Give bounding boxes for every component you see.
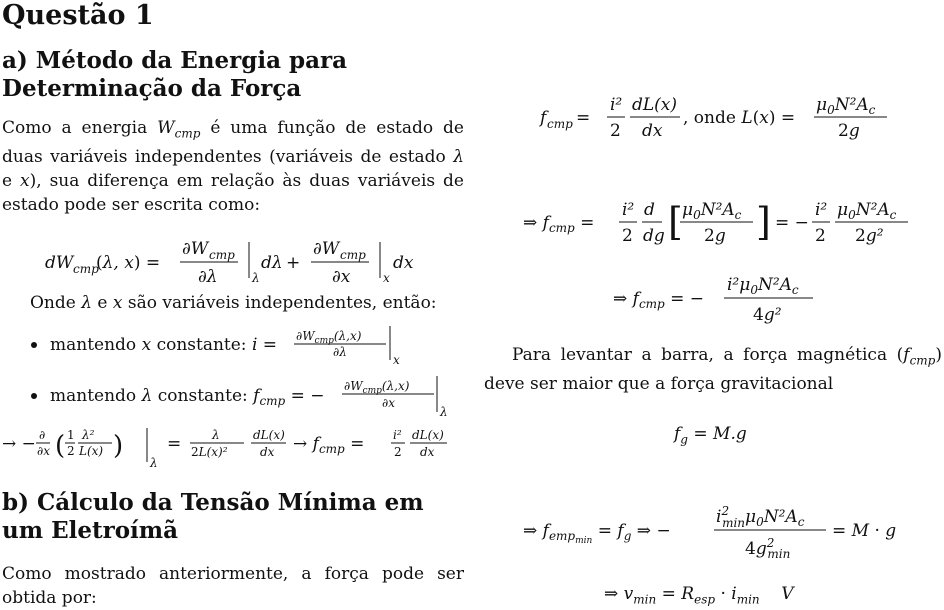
equation-arrow-derivation [0, 424, 470, 472]
svg-text:= M · g: = M · g [832, 521, 897, 541]
svg-text:dL(x): dL(x) [253, 428, 285, 442]
svg-text:2: 2 [622, 226, 633, 246]
svg-text:1: 1 [67, 428, 75, 442]
svg-text:λ²: λ² [82, 428, 95, 442]
svg-text:⇒ fempmin = fg ⇒ −: ⇒ $f_{emp}\min = f_g$ ⇒ − [523, 521, 671, 546]
svg-text:): ) [113, 431, 124, 461]
svg-text:2: 2 [610, 121, 621, 141]
svg-text:∂Wcmp(λ,x): $\partial W_{cmp}(\lambda,x)$ [296, 329, 362, 346]
svg-text:dλ: dλ [261, 253, 283, 273]
svg-text:dx: dx [420, 445, 435, 459]
svg-text:]: ] [756, 200, 771, 244]
svg-text:dW: dW [45, 253, 74, 273]
svg-text:(λ, x) =: (λ, x) = [96, 253, 161, 273]
svg-text:4g2min: $4g^2$ min [745, 536, 791, 561]
svg-text:μ0N²Ac: $\mu_0N^2A_c$ [816, 95, 876, 117]
svg-text:2: 2 [815, 226, 826, 246]
svg-text:2g: 2g [838, 121, 860, 141]
svg-text:→ fcmp =: → $f_{cmp}$ = [293, 434, 365, 456]
equation-gravity-force: $f_g = M.g$ [674, 424, 747, 447]
svg-text:∂W: ∂W [182, 239, 209, 259]
svg-text:i²: i² [393, 428, 402, 442]
svg-text:dx: dx [642, 121, 663, 141]
svg-text:d: d [644, 200, 655, 220]
svg-text:cmp: cmp [547, 117, 573, 131]
bullet-item-2 [26, 374, 466, 422]
equation-min-voltage: ⇒ $v_{min} = R_{esp} \cdot i_{min}$ V [604, 584, 794, 607]
svg-text:4g²: 4g² [753, 305, 782, 325]
svg-text:2L(x)²: 2L(x)² [191, 445, 228, 459]
svg-text:(: ( [55, 431, 66, 461]
svg-text:i²μ0N²Ac: $i^2\mu_0N^2A_c$ [727, 275, 799, 297]
svg-text:→ −: → − [2, 434, 36, 454]
svg-text:λ: λ [212, 428, 220, 442]
svg-text:i²: i² [610, 95, 623, 115]
svg-text:=: = [167, 434, 182, 454]
svg-text:⇒ fcmp = −: ⇒ $f_{cmp}$ = − [613, 289, 705, 311]
svg-text:= −: = − [775, 213, 809, 233]
svg-text:[: [ [668, 200, 683, 244]
svg-text:2g²: 2g² [855, 226, 884, 246]
svg-text:⇒ fcmp =: ⇒ $f_{cmp}$ = [523, 213, 595, 235]
svg-text:2g: 2g [704, 226, 726, 246]
svg-text:x: x [393, 353, 400, 367]
svg-text:mantendo λ constante: fcmp = −: mantendo λ constante: $f_{cmp}$ = − [50, 386, 325, 408]
where-text: Onde λ e x são variáveis independentes, então: [30, 293, 437, 313]
svg-text:λ: λ [252, 271, 260, 285]
svg-text:λ: λ [440, 405, 448, 419]
svg-text:∂W: ∂W [313, 239, 340, 259]
svg-text:f: f [540, 108, 547, 128]
svg-text:dg: dg [643, 226, 665, 246]
bullet-item-1 [26, 322, 446, 370]
svg-text:x: x [383, 271, 390, 285]
force-comparison-paragraph: Para levantar a barra, a força magnética $(f_{cmp})$ deve ser maior que a força gravitacional [484, 345, 942, 395]
equation-force-definition [530, 90, 930, 146]
equation-force-derivative [520, 195, 920, 255]
svg-text:dx: dx [260, 445, 275, 459]
page-title: Questão 1 [2, 0, 154, 31]
svg-text:=: = [576, 108, 591, 128]
svg-text:cmp: cmp [209, 248, 235, 262]
svg-text:cmp: cmp [73, 262, 99, 276]
svg-text:2: 2 [67, 444, 75, 458]
svg-text:∂x: ∂x [332, 267, 351, 287]
equation-differential [30, 232, 450, 292]
svg-text:2: 2 [394, 445, 402, 459]
svg-text:i²: i² [815, 200, 828, 220]
svg-text:dL(x): dL(x) [412, 428, 444, 442]
svg-text:, onde L(x) =: , onde L(x) = [683, 108, 796, 128]
section-a-heading: a) Método da Energia para Determinação da Força [2, 47, 348, 102]
svg-text:i2minμ0N²Ac: $i^2$ $\min\mu_0N^2A_c$ [716, 504, 805, 530]
svg-text:∂λ: ∂λ [198, 267, 218, 287]
svg-text:μ0N²Ac: $\mu_0N^2A_c$ [682, 200, 742, 222]
svg-text:∂λ: ∂λ [333, 345, 347, 359]
svg-text:cmp: cmp [340, 248, 366, 262]
svg-text:mantendo x constante: i =: mantendo x constante: i = [50, 335, 278, 355]
svg-text:∂x: ∂x [382, 396, 395, 410]
svg-text:∂x: ∂x [37, 444, 50, 458]
svg-text:+: + [286, 253, 301, 273]
svg-text:λ: λ [150, 456, 158, 470]
svg-text:∂: ∂ [39, 428, 46, 442]
svg-text:∂Wcmp(λ,x): $\partial W_{cmp}(\lambda,x)$ [344, 379, 410, 396]
section-b-heading: b) Cálculo da Tensão Mínima em um Eletroímã [2, 489, 424, 544]
svg-text:L(x): L(x) [79, 444, 104, 458]
svg-text:dx: dx [393, 253, 414, 273]
equation-min-current [520, 500, 920, 566]
section-a-intro: Como a energia $W_{cmp}$ é uma função de estado de duas variáveis independentes (variáveis de estado λ e x), sua diferença em relação às duas variáveis de estado pode ser escrita como: [2, 118, 464, 216]
section-b-intro: Como mostrado anteriormente, a força pode ser obtida por: [2, 564, 464, 608]
equation-force-result [610, 268, 830, 330]
svg-text:dL(x): dL(x) [632, 95, 678, 115]
svg-text:μ0N²Ac: $\mu_0N^2A_c$ [837, 200, 897, 222]
svg-text:i²: i² [622, 200, 635, 220]
